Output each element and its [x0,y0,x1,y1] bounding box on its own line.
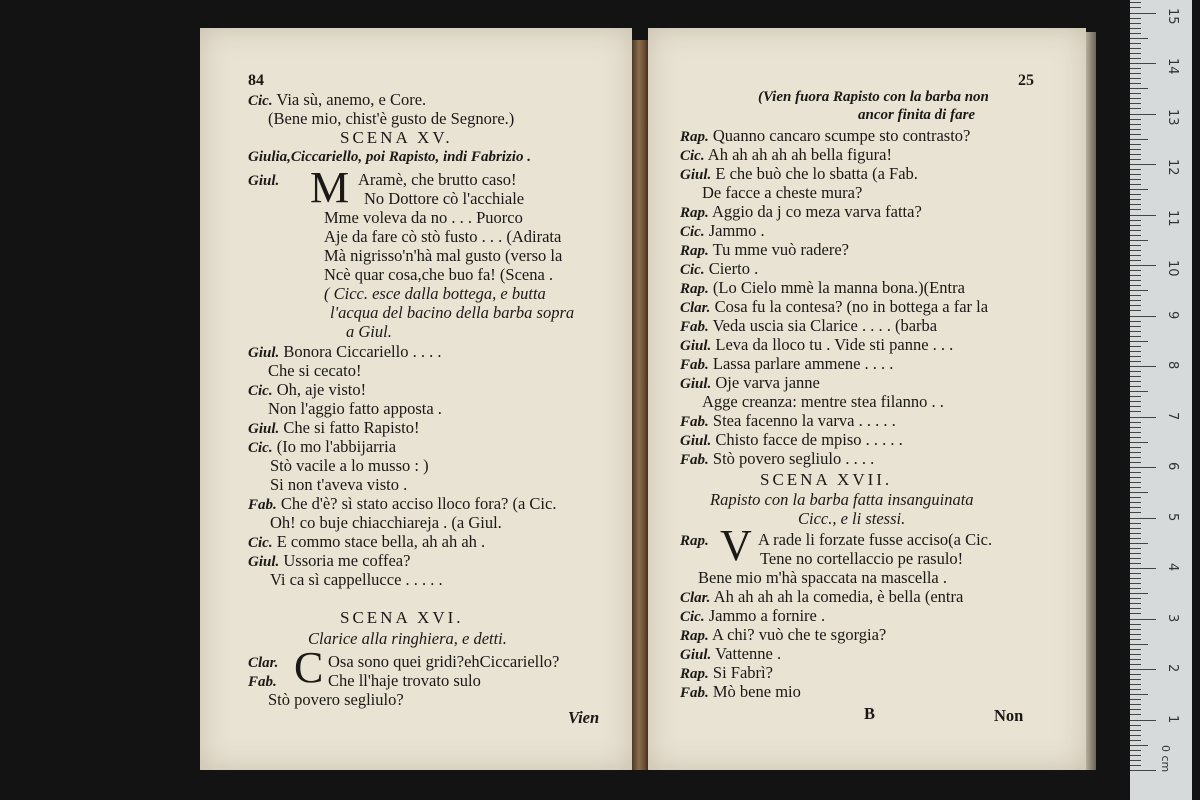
text-line: Ncè quar cosa,che buo fa! (Scena . [324,265,554,284]
text-line: Cic. Jammo . [680,221,765,240]
ruler-tick [1130,406,1141,407]
drop-cap-letter: C [294,643,324,692]
ruler-tick [1130,714,1141,715]
text-line: Clar. Ah ah ah ah la comedia, è bella (entra [680,587,964,606]
ruler-tick [1130,745,1148,746]
ruler-tick [1130,174,1141,175]
speaker-label: Giul. [248,173,280,189]
ruler-tick [1130,225,1141,226]
stage-direction: (Vien fuora Rapisto con la barba non [758,89,989,105]
ruler-number: 8 [1165,361,1180,370]
stage-direction: ancor finita di fare [858,107,976,123]
stage-direction: l'acqua del bacino della barba sopra [330,303,575,322]
text-line: (Bene mio, chist'è gusto de Segnore.) [268,109,515,128]
ruler-tick [1130,139,1148,140]
ruler-tick [1130,533,1141,534]
ruler-tick [1130,543,1148,544]
ruler-tick [1130,159,1141,160]
text-line: Rap. (Lo Cielo mmè la manna bona.)(Entra [680,278,965,297]
ruler-tick [1130,649,1141,650]
ruler-tick [1130,290,1148,291]
ruler-tick [1130,523,1141,524]
text-line: Mme voleva da no . . . Puorco [324,208,523,227]
ruler-tick [1130,215,1156,216]
ruler-tick [1130,740,1141,741]
scene-cast: Giulia,Ciccariello, poi Rapisto, indi Fabrizio . [248,149,531,165]
ruler-number: 14 [1165,58,1180,75]
ruler-tick [1130,386,1141,387]
ruler-tick [1130,558,1141,559]
text-line: Bene mio m'hà spaccata na mascella . [698,568,947,587]
ruler-tick [1130,321,1141,322]
ruler-tick [1130,7,1141,8]
text-line: Rap. Tu mme vuò radere? [680,240,849,259]
text-line: No Dottore cò l'acchiale [364,189,525,208]
ruler-tick [1130,28,1141,29]
text-line: Giul. Oje varva janne [680,373,820,392]
text-line: Cic. (Io mo l'abbijarria [248,437,397,456]
ruler-tick [1130,664,1141,665]
ruler-tick [1130,497,1141,498]
ruler-tick [1130,93,1141,94]
text-line: Mà nigrisso'n'hà mal gusto (verso la [324,246,563,265]
speaker-label: Rap. [680,533,709,549]
ruler-tick [1130,245,1141,246]
text-line: Fab. Che d'è? sì stato acciso lloco fora? (a Cic. [248,494,557,513]
ruler-tick [1130,507,1141,508]
ruler-tick [1130,88,1148,89]
ruler-number: 3 [1165,613,1180,622]
text-line: Giul. E che buò che lo sbatta (a Fab. [680,164,918,183]
text-line: Fab. Stea facenno la varva . . . . . [680,411,896,430]
ruler-tick [1130,33,1141,34]
text-line: Si non t'aveva visto . [270,475,408,494]
ruler-tick [1130,538,1141,539]
ruler-number: 4 [1165,563,1180,572]
ruler-tick [1130,578,1141,579]
ruler-tick [1130,417,1156,418]
ruler-tick [1130,119,1141,120]
ruler-tick [1130,422,1141,423]
ruler-tick [1130,482,1141,483]
ruler-tick [1130,528,1141,529]
ruler-tick [1130,255,1141,256]
ruler-tick [1130,411,1141,412]
ruler-zero-label: 0 cm [1159,745,1172,773]
ruler-tick [1130,568,1156,569]
ruler-tick [1130,608,1141,609]
ruler-tick [1130,457,1141,458]
ruler-tick [1130,659,1141,660]
text-line: Fab. Veda uscia sia Clarice . . . . (barba [680,316,938,335]
text-line: Giul. Che si fatto Rapisto! [248,418,420,437]
ruler-tick [1130,563,1141,564]
ruler-tick [1130,381,1141,382]
speaker-label: Clar. [248,655,279,671]
ruler-tick [1130,679,1141,680]
ruler-tick [1130,114,1156,115]
ruler-tick [1130,341,1148,342]
ruler-number: 10 [1165,260,1180,277]
ruler-tick [1130,765,1141,766]
ruler-number: 9 [1165,310,1180,319]
ruler-tick [1130,83,1141,84]
ruler-tick [1130,760,1141,761]
page-number-right: 25 [1018,72,1034,89]
ruler-tick [1130,209,1141,210]
ruler-tick [1130,108,1141,109]
text-line: Stò vacile a lo musso : ) [270,456,429,475]
text-line: Stò povero segliulo? [268,690,404,709]
measurement-ruler [1130,0,1192,800]
text-line: Vi ca sì cappellucce . . . . . [270,570,443,589]
text-line: Rap. Si Fabrì? [680,663,773,682]
ruler-tick [1130,189,1148,190]
drop-cap-letter: V [720,521,752,570]
ruler-tick [1130,447,1141,448]
text-line: Giul. Chisto facce de mpiso . . . . . [680,430,903,449]
ruler-tick [1130,755,1141,756]
ruler-tick [1130,512,1141,513]
text-line: Che ll'haje trovato sulo [328,671,481,690]
ruler-tick [1130,770,1156,771]
signature-mark: B [864,704,876,723]
text-line: Osa sono quei gridi?ehCiccariello? [328,652,560,671]
ruler-tick [1130,73,1141,74]
ruler-tick [1130,437,1141,438]
ruler-tick [1130,396,1141,397]
ruler-tick [1130,129,1141,130]
ruler-tick [1130,270,1141,271]
ruler-tick [1130,518,1156,519]
ruler-tick [1130,265,1156,266]
ruler-tick [1130,250,1141,251]
ruler-tick [1130,331,1141,332]
ruler-number: 13 [1165,108,1180,126]
ruler-tick [1130,467,1156,468]
ruler-tick [1130,220,1141,221]
ruler-tick [1130,2,1141,3]
ruler-tick [1130,472,1141,473]
ruler-tick [1130,573,1141,574]
ruler-tick [1130,184,1141,185]
ruler-tick [1130,442,1148,443]
ruler-tick [1130,502,1141,503]
ruler-tick [1130,588,1141,589]
right-page [648,28,1086,770]
stage-direction: ( Cicc. esce dalla bottega, e butta [324,284,546,303]
ruler-number: 2 [1165,664,1180,673]
ruler-tick [1130,371,1141,372]
ruler-tick [1130,326,1141,327]
ruler-tick [1130,103,1141,104]
ruler-tick [1130,624,1141,625]
ruler-number: 15 [1165,7,1180,25]
ruler-tick [1130,260,1141,261]
ruler-tick [1130,154,1141,155]
ruler-tick [1130,613,1141,614]
ruler-number: 12 [1165,159,1180,176]
ruler-tick [1130,427,1141,428]
text-line: De facce a cheste mura? [702,183,863,202]
ruler-tick [1130,639,1141,640]
ruler-tick [1130,487,1141,488]
ruler-tick [1130,704,1141,705]
catchword: Vien [568,708,600,727]
text-line: Rap. A chi? vuò che te sgorgia? [680,625,887,644]
ruler-tick [1130,316,1156,317]
text-line: Cic. Via sù, anemo, e Core. [248,90,427,109]
ruler-tick [1130,199,1141,200]
ruler-tick [1130,477,1141,478]
catchword: Non [994,706,1024,725]
ruler-tick [1130,98,1141,99]
ruler-tick [1130,603,1141,604]
ruler-tick [1130,391,1148,392]
stage-direction: a Giul. [346,322,392,341]
ruler-number: 7 [1165,411,1180,420]
text-line: Cic. Cierto . [680,259,759,278]
text-line: Agge creanza: mentre stea filanno . . [702,392,944,411]
text-line: Rap. Aggio da j co meza varva fatta? [680,202,922,221]
text-line: Rap. Quanno cancaro scumpe sto contrasto? [680,126,971,145]
ruler-tick [1130,376,1141,377]
ruler-tick [1130,58,1141,59]
ruler-tick [1130,553,1141,554]
ruler-tick [1130,18,1141,19]
ruler-tick [1130,730,1141,731]
page-number-left: 84 [248,72,264,89]
text-line: Giul. Leva da lloco tu . Vide sti panne . . . [680,335,954,354]
ruler-tick [1130,13,1156,14]
ruler-tick [1130,53,1141,54]
text-line: Tene no cortellaccio pe rasulo! [760,549,964,568]
ruler-tick [1130,462,1141,463]
ruler-tick [1130,598,1141,599]
scene-heading: SCENA XV. [340,128,453,147]
text-line: Cic. Ah ah ah ah ah bella figura! [680,145,892,164]
ruler-number: 11 [1165,209,1180,227]
ruler-tick [1130,351,1141,352]
ruler-tick [1130,689,1141,690]
ruler-tick [1130,699,1141,700]
text-line: Cic. E commo stace bella, ah ah ah . [248,532,486,551]
ruler-tick [1130,230,1141,231]
text-line: Che si cecato! [268,361,362,380]
ruler-tick [1130,619,1156,620]
ruler-tick [1130,204,1141,205]
text-line: A rade li forzate fusse acciso(a Cic. [758,530,993,549]
drop-cap-letter: M [310,163,350,212]
ruler-tick [1130,361,1141,362]
text-line: Clar. Cosa fu la contesa? (no in bottega a far la [680,297,989,316]
ruler-tick [1130,295,1141,296]
ruler-tick [1130,583,1141,584]
text-line: Fab. Lassa parlare ammene . . . . [680,354,894,373]
ruler-tick [1130,275,1141,276]
ruler-tick [1130,366,1156,367]
ruler-tick [1130,63,1156,64]
ruler-tick [1130,346,1141,347]
text-line: Aramè, che brutto caso! [358,170,517,189]
scene-heading: SCENA XVII. [760,470,893,489]
text-line: Fab. Stò povero segliulo . . . . [680,449,875,468]
text-line: Cic. Jammo a fornire . [680,606,826,625]
ruler-number: 5 [1165,512,1180,521]
ruler-tick [1130,720,1156,721]
ruler-tick [1130,164,1156,165]
ruler-tick [1130,432,1141,433]
ruler-tick [1130,310,1141,311]
ruler-tick [1130,78,1141,79]
ruler-tick [1130,709,1141,710]
ruler-tick [1130,300,1141,301]
ruler-tick [1130,179,1141,180]
ruler-tick [1130,169,1141,170]
scene-cast: Cicc., e li stessi. [798,509,906,528]
ruler-number: 1 [1165,714,1180,723]
page-edge [1086,32,1096,770]
ruler-tick [1130,725,1141,726]
ruler-tick [1130,548,1141,549]
text-line: Aje da fare cò stò fusto . . . (Adirata [324,227,562,246]
ruler-tick [1130,134,1141,135]
ruler-tick [1130,68,1141,69]
ruler-tick [1130,452,1141,453]
ruler-tick [1130,285,1141,286]
ruler-tick [1130,669,1156,670]
ruler-tick [1130,750,1141,751]
ruler-tick [1130,401,1141,402]
scene-cast: Rapisto con la barba fatta insanguinata [710,490,974,509]
text-line: Oh! co buje chiacchiareja . (a Giul. [270,513,502,532]
ruler-tick [1130,144,1141,145]
scene-heading: SCENA XVI. [340,608,464,627]
ruler-tick [1130,356,1141,357]
text-line: Giul. Bonora Ciccariello . . . . [248,342,442,361]
ruler-tick [1130,634,1141,635]
ruler-tick [1130,23,1141,24]
ruler-tick [1130,305,1141,306]
ruler-tick [1130,235,1141,236]
speaker-label: Fab. [248,674,277,690]
text-line: Fab. Mò bene mio [680,682,801,701]
scene-cast: Clarice alla ringhiera, e detti. [308,629,507,648]
ruler-tick [1130,593,1148,594]
text-line: Giul. Ussoria me coffea? [248,551,411,570]
left-page [200,28,632,770]
text-line: Cic. Oh, aje visto! [248,380,367,399]
ruler-tick [1130,280,1141,281]
ruler-tick [1130,684,1141,685]
text-line: Giul. Vattenne . [680,644,782,663]
text-line: Non l'aggio fatto apposta . [268,399,442,418]
ruler-tick [1130,492,1148,493]
ruler-tick [1130,48,1141,49]
ruler-tick [1130,240,1148,241]
ruler-number: 6 [1165,462,1180,471]
ruler-tick [1130,654,1141,655]
ruler-tick [1130,336,1141,337]
ruler-tick [1130,194,1141,195]
ruler-tick [1130,629,1141,630]
ruler-tick [1130,124,1141,125]
ruler-tick [1130,43,1141,44]
book-gutter [630,40,650,770]
ruler-tick [1130,674,1141,675]
ruler-tick [1130,149,1141,150]
ruler-tick [1130,735,1141,736]
ruler-tick [1130,38,1148,39]
ruler-tick [1130,694,1148,695]
ruler-tick [1130,644,1148,645]
